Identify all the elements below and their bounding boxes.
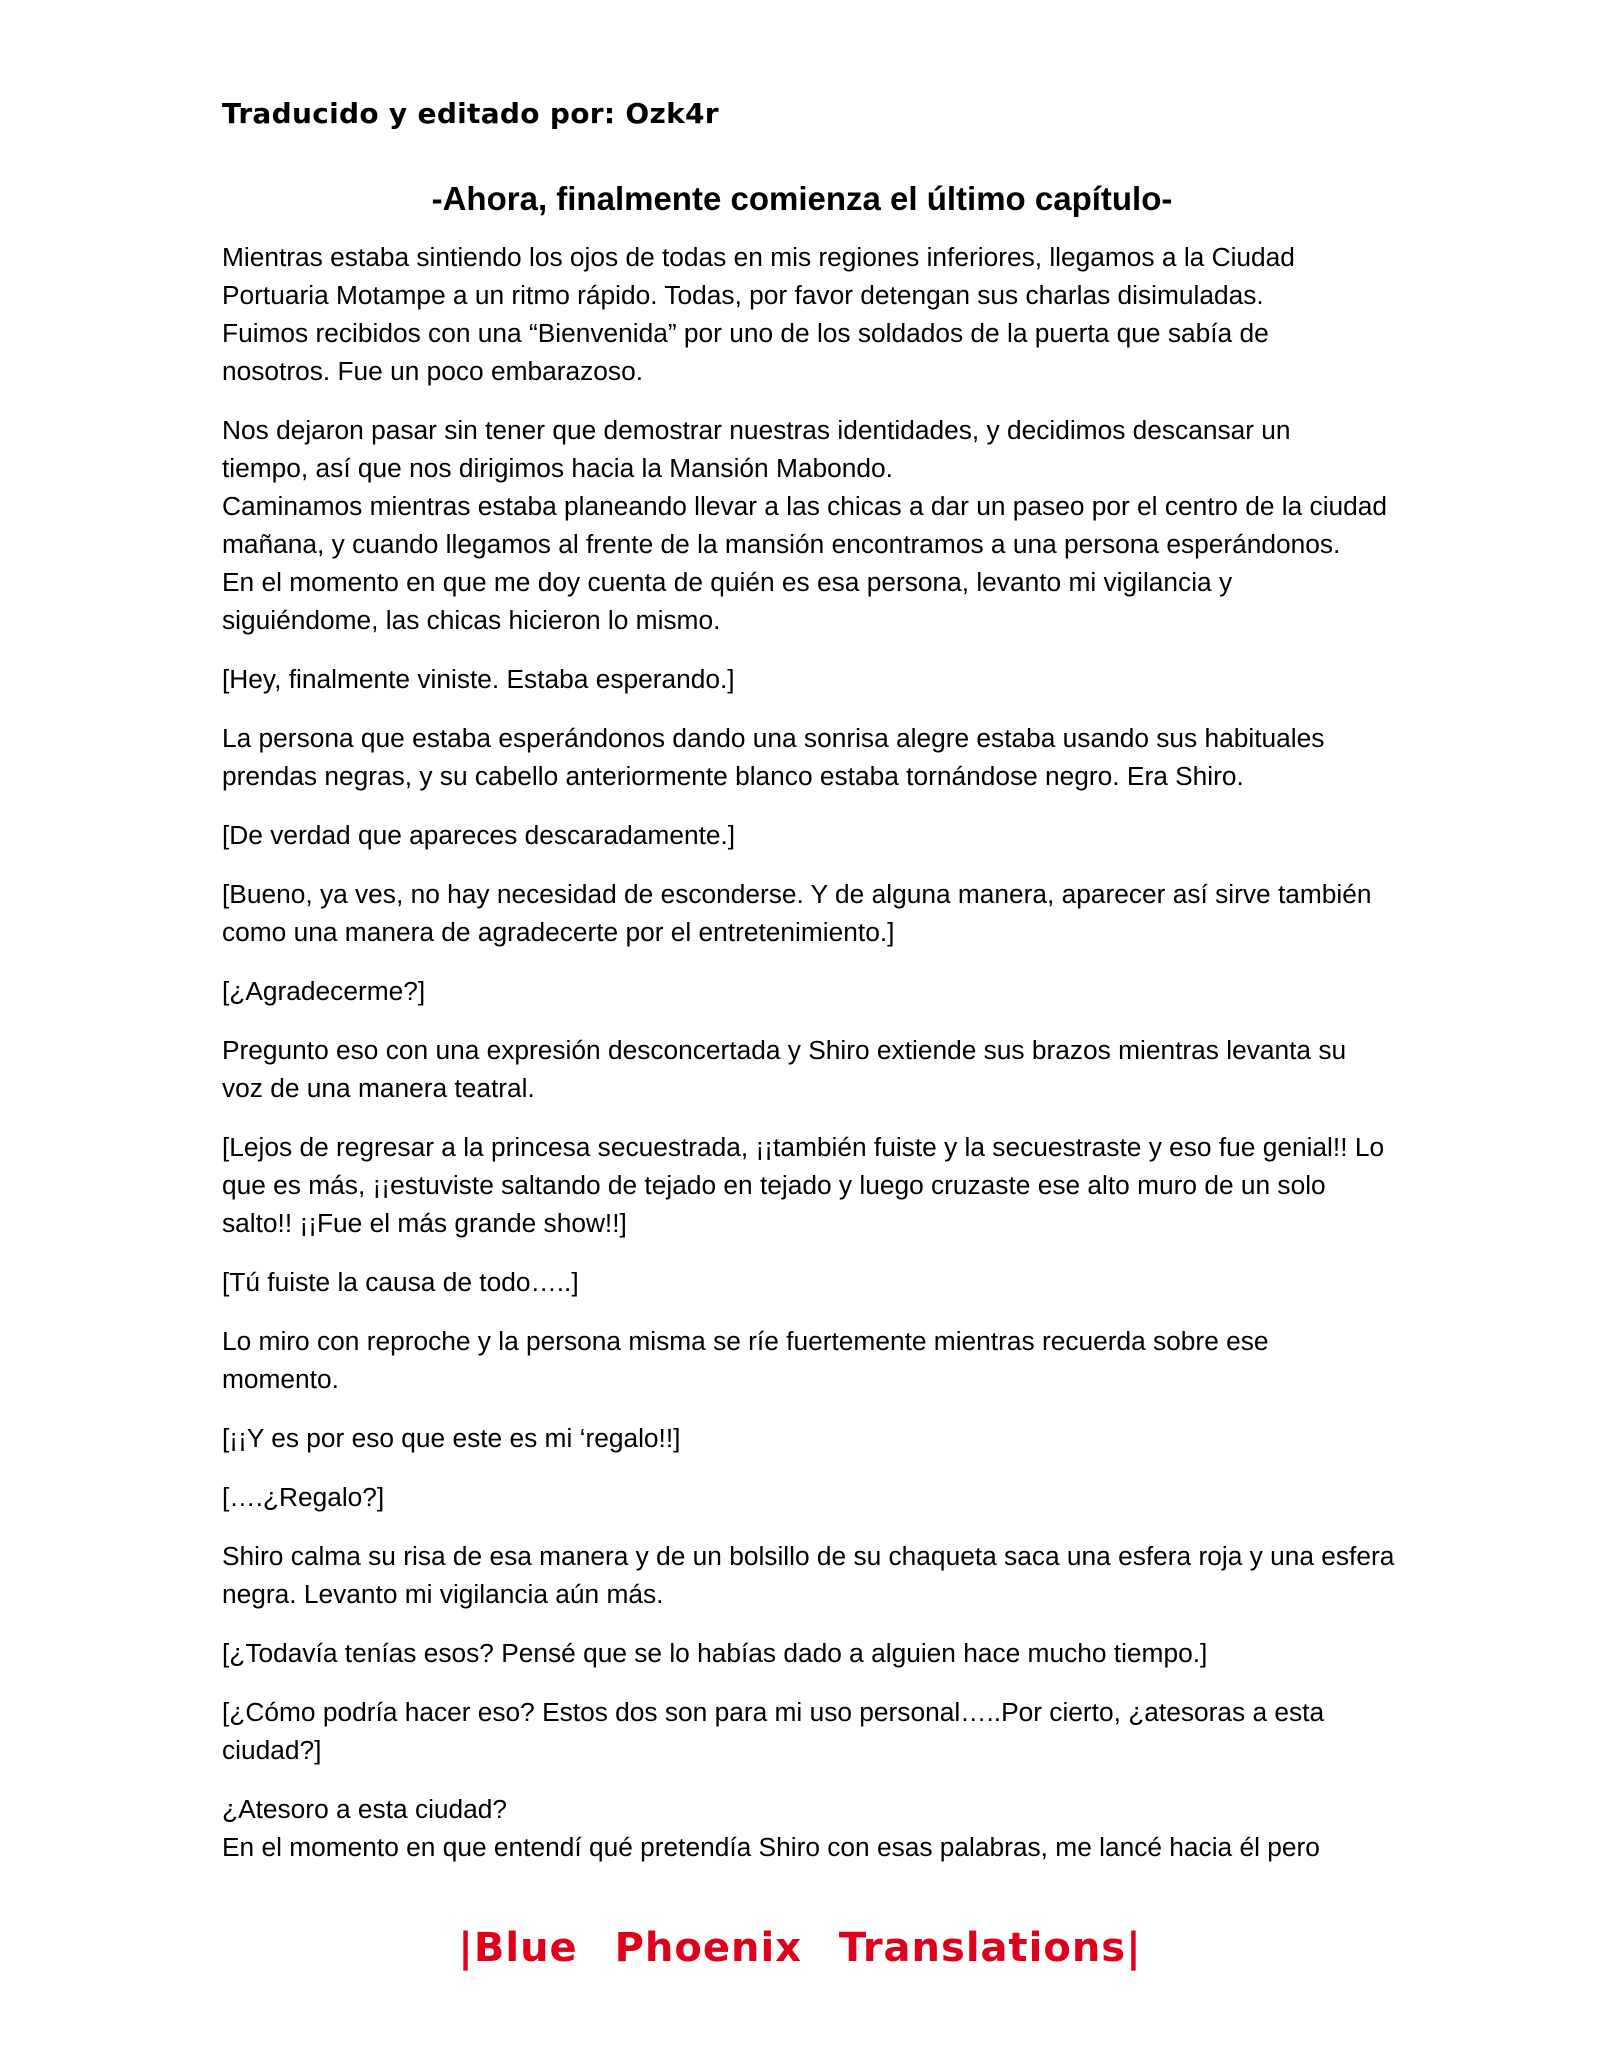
text-line: negra. Levanto mi vigilancia aún más.	[222, 1579, 664, 1609]
text-line: momento.	[222, 1364, 339, 1394]
text-line: voz de una manera teatral.	[222, 1073, 535, 1103]
text-line: prendas negras, y su cabello anteriormente blanco estaba tornándose negro. Era Shiro.	[222, 761, 1244, 791]
text-line: [¡¡Y es por eso que este es mi ‘regalo!!]	[222, 1423, 681, 1453]
paragraph	[222, 1263, 1382, 1301]
paragraph	[222, 1537, 1395, 1613]
translator-credit: Traducido y editado por: Ozk4r	[222, 97, 719, 130]
paragraph	[222, 660, 1382, 698]
paragraph	[222, 1790, 1382, 1866]
paragraph	[222, 875, 1382, 951]
paragraph	[222, 238, 1382, 390]
paragraph	[222, 719, 1382, 795]
paragraph	[222, 1478, 1382, 1516]
chapter-title: -Ahora, finalmente comienza el último capítulo-	[431, 180, 1173, 217]
text-line: En el momento en que entendí qué pretendía Shiro con esas palabras, me lancé hacia él pero	[222, 1832, 1320, 1862]
paragraph	[222, 411, 1388, 639]
paragraph	[222, 1634, 1382, 1672]
text-line: mañana, y cuando llegamos al frente de la mansión encontramos a una persona esperándonos.	[222, 529, 1341, 559]
text-line: [….¿Regalo?]	[222, 1482, 385, 1512]
text-line: [¿Todavía tenías esos? Pensé que se lo habías dado a alguien hace mucho tiempo.]	[222, 1638, 1208, 1668]
text-line: La persona que estaba esperándonos dando una sonrisa alegre estaba usando sus habituales	[222, 723, 1325, 753]
text-line: En el momento en que me doy cuenta de quién es esa persona, levanto mi vigilancia y	[222, 567, 1233, 597]
text-line: [Hey, finalmente viniste. Estaba esperando.]	[222, 664, 735, 694]
paragraph	[222, 1322, 1382, 1398]
footer-watermark: |Blue Phoenix Translations|	[458, 1925, 1142, 1971]
text-line: Shiro calma su risa de esa manera y de un bolsillo de su chaqueta saca una esfera roja y una esfera	[222, 1541, 1395, 1571]
text-line: que es más, ¡¡estuviste saltando de tejado en tejado y luego cruzaste ese alto muro de un solo	[222, 1170, 1326, 1200]
text-line: [Lejos de regresar a la princesa secuestrada, ¡¡también fuiste y la secuestraste y eso fue genial!! Lo	[222, 1132, 1385, 1162]
text-line: como una manera de agradecerte por el entretenimiento.]	[222, 917, 895, 947]
paragraph	[222, 1128, 1385, 1242]
paragraph	[222, 1693, 1382, 1769]
paragraph	[222, 1419, 1382, 1457]
text-line: Mientras estaba sintiendo los ojos de todas en mis regiones inferiores, llegamos a la Ciudad	[222, 242, 1295, 272]
paragraph	[222, 972, 1382, 1010]
text-line: Caminamos mientras estaba planeando llevar a las chicas a dar un paseo por el centro de la ciudad	[222, 491, 1388, 521]
text-line: [Bueno, ya ves, no hay necesidad de esconderse. Y de alguna manera, aparecer así sirve también	[222, 879, 1372, 909]
text-line: Nos dejaron pasar sin tener que demostrar nuestras identidades, y decidimos descansar un	[222, 415, 1291, 445]
text-line: Lo miro con reproche y la persona misma se ríe fuertemente mientras recuerda sobre ese	[222, 1326, 1269, 1356]
paragraph	[222, 816, 1382, 854]
text-line: ciudad?]	[222, 1735, 322, 1765]
text-line: Fuimos recibidos con una “Bienvenida” por uno de los soldados de la puerta que sabía de	[222, 318, 1269, 348]
text-line: [De verdad que apareces descaradamente.]	[222, 820, 736, 850]
document-page	[222, 95, 1395, 1887]
text-line: [¿Agradecerme?]	[222, 976, 426, 1006]
paragraph	[222, 1031, 1382, 1107]
text-line: [¿Cómo podría hacer eso? Estos dos son para mi uso personal…..Por cierto, ¿atesoras a esta	[222, 1697, 1325, 1727]
text-line: [Tú fuiste la causa de todo…..]	[222, 1267, 579, 1297]
text-line: nosotros. Fue un poco embarazoso.	[222, 356, 643, 386]
text-line: siguiéndome, las chicas hicieron lo mismo.	[222, 605, 721, 635]
text-line: Pregunto eso con una expresión desconcertada y Shiro extiende sus brazos mientras levanta su	[222, 1035, 1347, 1065]
text-line: salto!! ¡¡Fue el más grande show!!]	[222, 1208, 627, 1238]
document-body	[222, 238, 1395, 1866]
text-line: tiempo, así que nos dirigimos hacia la Mansión Mabondo.	[222, 453, 893, 483]
text-line: Portuaria Motampe a un ritmo rápido. Todas, por favor detengan sus charlas disimuladas.	[222, 280, 1264, 310]
text-line: ¿Atesoro a esta ciudad?	[222, 1794, 508, 1824]
